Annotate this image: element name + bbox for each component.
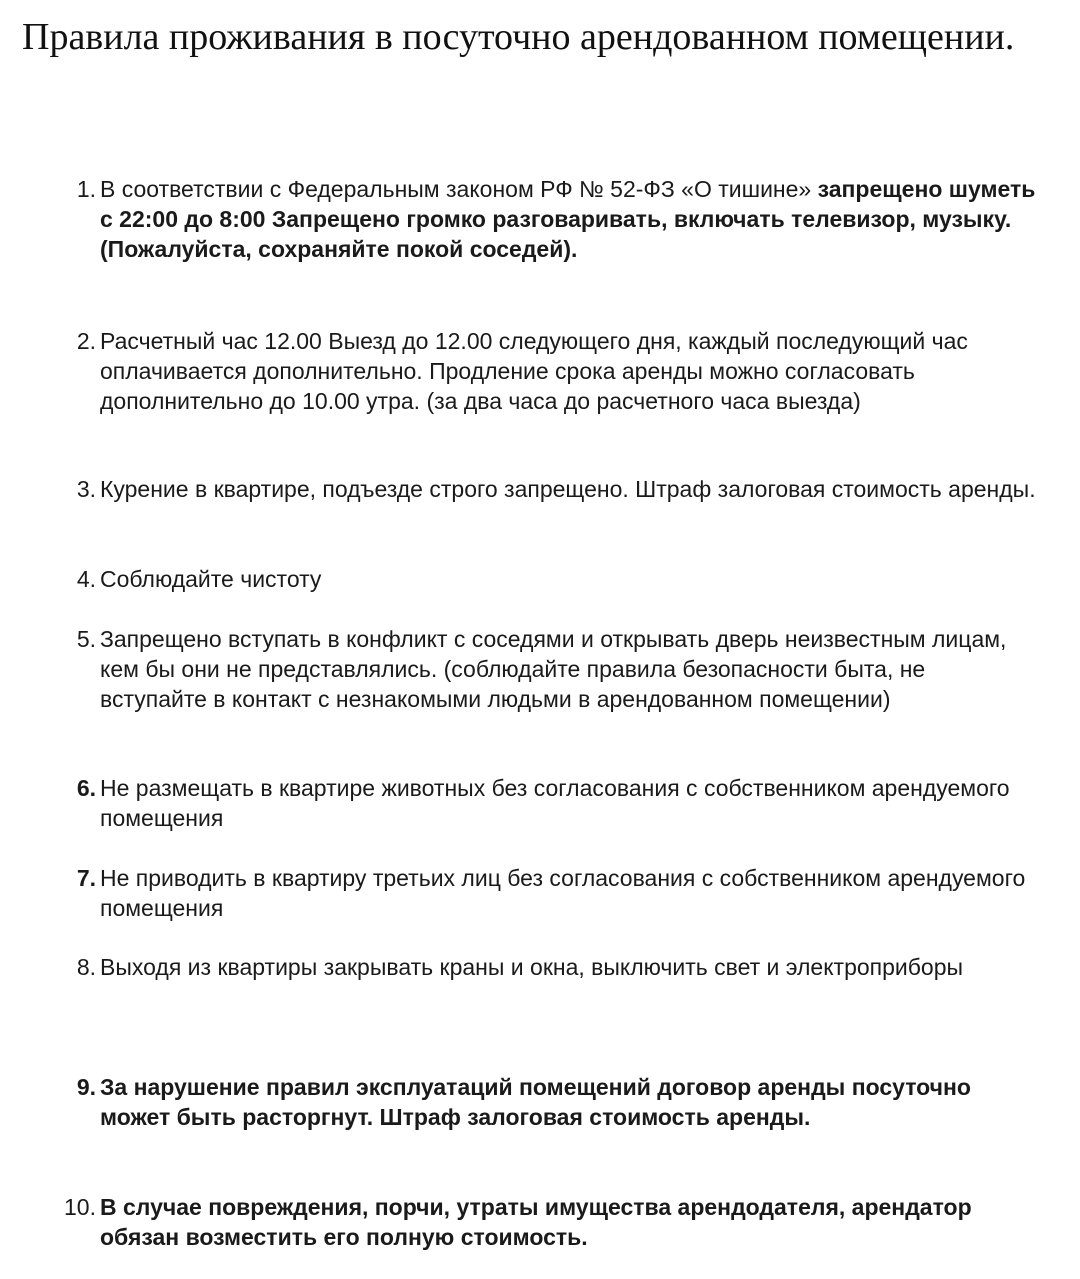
rule-text: За нарушение правил эксплуатаций помещений договор аренды посуточно может быть расторгнут. Штраф залоговая стоимость аренды. (100, 1074, 971, 1130)
rule-number: 3. (76, 476, 96, 502)
rule-text-regular: В соответствии с Федеральным законом РФ № 52-ФЗ «О тишине» (100, 176, 818, 202)
rule-text: В случае повреждения, порчи, утраты имущества арендодателя, арендатор обязан возместить его полную стоимость. (100, 1194, 972, 1250)
rule-item-1 (56, 174, 1036, 264)
rule-text: Соблюдайте чистоту (100, 566, 322, 592)
rule-item-6 (56, 773, 1036, 833)
rule-number: 8. (76, 954, 96, 980)
rule-item-4 (56, 564, 1036, 594)
rule-text: Курение в квартире, подъезде строго запрещено. Штраф залоговая стоимость аренды. (100, 476, 1036, 502)
rule-text: Выходя из квартиры закрывать краны и окна, выключить свет и электроприборы (100, 954, 964, 980)
rule-number: 5. (76, 626, 96, 652)
rule-item-2 (56, 326, 1036, 416)
rule-item-5 (56, 624, 1036, 714)
rule-text: Не размещать в квартире животных без согласования с собственником арендуемого помещения (100, 775, 1010, 831)
rule-text-bold: запрещено шуметь с 22:00 до 8:00 Запрещено громко разговаривать, включать телевизор, музыку. (Пожалуйста, сохраняйте покой соседей). (100, 176, 1036, 262)
rule-item-8 (56, 952, 1036, 982)
rule-text: Расчетный час 12.00 Выезд до 12.00 следующего дня, каждый последующий час оплачивается дополнительно. Продление срока аренды можно согласовать дополнительно до 10.00 утра. (за два часа до расчетного часа выезда) (100, 328, 968, 414)
rule-number: 7. (76, 865, 96, 891)
rule-item-10 (56, 1192, 1036, 1252)
rule-number: 2. (76, 328, 96, 354)
rule-item-9 (56, 1072, 1036, 1132)
rule-text (100, 174, 1036, 264)
rule-number: 9. (76, 1074, 96, 1100)
rule-text: Не приводить в квартиру третьих лиц без согласования с собственником арендуемого помещения (100, 865, 1026, 921)
rule-item-3 (56, 474, 1036, 504)
rule-text: Запрещено вступать в конфликт с соседями и открывать дверь неизвестным лицам, кем бы они не представлялись. (соблюдайте правила безопасности быта, не вступайте в контакт с незнакомыми людьми в арендованном помещении) (100, 626, 1007, 712)
document-title: Правила проживания в посуточно арендованном помещении. (22, 16, 1015, 58)
rule-number: 10. (64, 1194, 96, 1220)
rule-number: 1. (76, 176, 96, 202)
rule-item-7 (56, 863, 1036, 923)
rule-number: 4. (76, 566, 96, 592)
rule-number: 6. (76, 775, 96, 801)
